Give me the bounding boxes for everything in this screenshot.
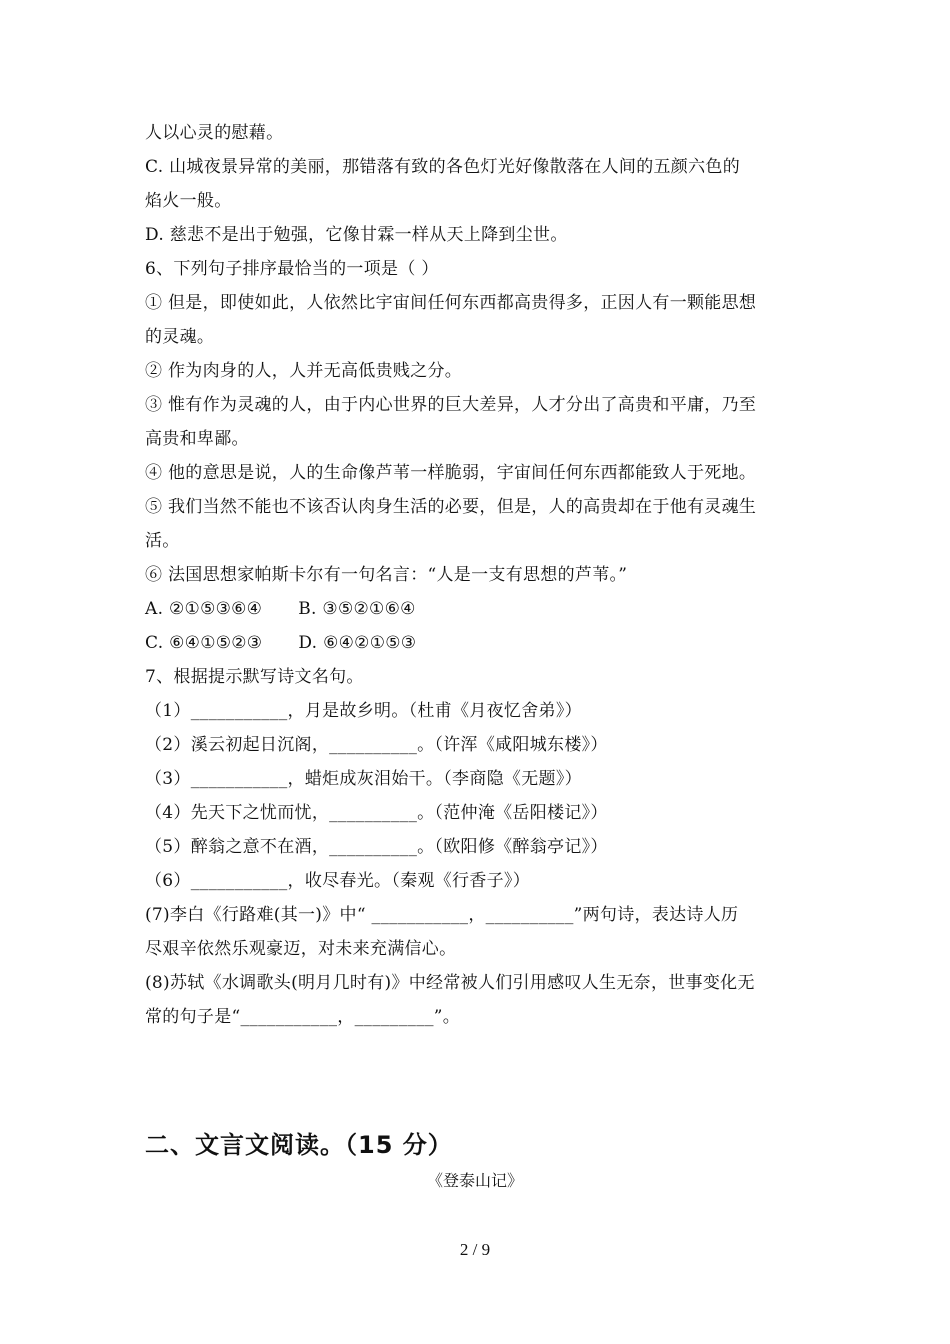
recitation-item-1: （1）___________，月是故乡明。（杜甫《月夜忆舍弟》） <box>145 701 582 721</box>
text-line: 人以心灵的慰藉。 <box>145 123 284 143</box>
sentence-3: ③ 惟有作为灵魂的人，由于内心世界的巨大差异，人才分出了高贵和平庸，乃至 <box>145 395 757 415</box>
sentence-6: ⑥ 法国思想家帕斯卡尔有一句名言：“人是一支有思想的芦苇。” <box>145 565 628 585</box>
passage-title: 《登泰山记》 <box>426 1171 523 1190</box>
text-line: 活。 <box>145 531 180 551</box>
recitation-item-3: （3）___________，蜡炬成灰泪始干。（李商隐《无题》） <box>145 769 582 789</box>
option-b: B. ③⑤②①⑥④ <box>298 599 416 619</box>
sentence-1: ① 但是，即使如此，人依然比宇宙间任何东西都高贵得多，正因人有一颗能思想 <box>145 293 757 313</box>
text-line: 的灵魂。 <box>145 327 215 347</box>
text-line: 焰火一般。 <box>145 191 232 211</box>
option-c: C. ⑥④①⑤②③ <box>145 633 263 653</box>
options-row-cd <box>145 626 815 660</box>
recitation-item-5: （5）醉翁之意不在酒，__________。（欧阳修《醉翁亭记》） <box>145 837 608 857</box>
recitation-item-2: （2）溪云初起日沉阁，__________。（许浑《咸阳城东楼》） <box>145 735 608 755</box>
sentence-2: ② 作为肉身的人，人并无高低贵贱之分。 <box>145 361 463 381</box>
section-title: 二、文言文阅读。（15 分） <box>145 1131 453 1159</box>
text-line: 常的句子是“___________，_________”。 <box>145 1007 461 1027</box>
option-c-text: C. 山城夜景异常的美丽，那错落有致的各色灯光好像散落在人间的五颜六色的 <box>145 157 741 177</box>
recitation-item-8: (8)苏轼《水调歌头(明月几时有)》中经常被人们引用感叹人生无奈，世事变化无 <box>145 973 755 993</box>
question-6-title: 6、下列句子排序最恰当的一项是（ ） <box>145 259 439 279</box>
page-number: 2 / 9 <box>459 1240 491 1259</box>
text-line: 高贵和卑鄙。 <box>145 429 249 449</box>
sentence-4: ④ 他的意思是说，人的生命像芦苇一样脆弱，宇宙间任何东西都能致人于死地。 <box>145 463 757 483</box>
recitation-item-4: （4）先天下之忧而忧，__________。（范仲淹《岳阳楼记》） <box>145 803 608 823</box>
sentence-5: ⑤ 我们当然不能也不该否认肉身生活的必要，但是，人的高贵却在于他有灵魂生 <box>145 497 757 517</box>
option-d-text: D. 慈悲不是出于勉强，它像甘霖一样从天上降到尘世。 <box>145 225 568 245</box>
text-line: 尽艰辛依然乐观豪迈，对未来充满信心。 <box>145 939 457 959</box>
recitation-item-7: (7)李白《行路难(其一)》中“ ___________，__________”两句诗，表达诗人历 <box>145 905 739 925</box>
question-7-title: 7、根据提示默写诗文名句。 <box>145 667 364 687</box>
page-content <box>145 116 815 1034</box>
recitation-item-6: （6）___________，收尽春光。（秦观《行香子》） <box>145 871 531 891</box>
options-row-ab <box>145 592 815 626</box>
option-a: A. ②①⑤③⑥④ <box>145 599 263 619</box>
option-d: D. ⑥④②①⑤③ <box>298 633 417 653</box>
